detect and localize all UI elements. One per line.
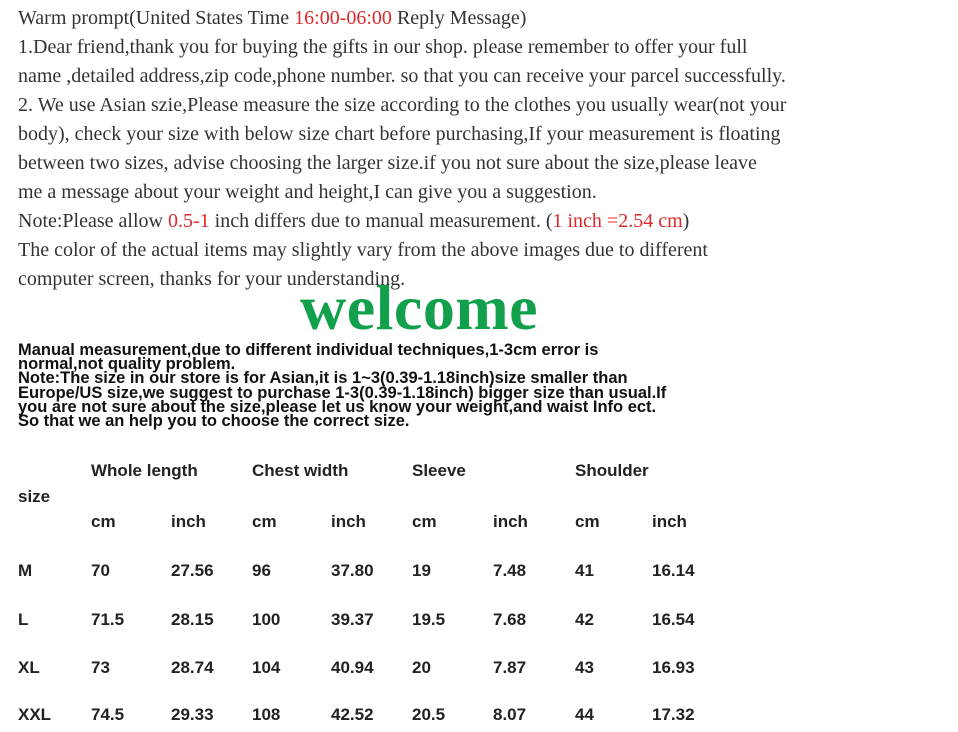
unit-header: inch [331, 512, 366, 531]
unit-header: cm [91, 512, 116, 531]
size-name-cell: XXL [18, 705, 52, 724]
unit-header: cm [575, 512, 600, 531]
table-cell: 73 [91, 658, 110, 677]
table-cell: 74.5 [91, 705, 125, 724]
table-cell: 16.14 [652, 561, 695, 580]
notes-line-9: The color of the actual items may slightly vary from the above images due to different [18, 239, 708, 261]
table-cell: 43 [575, 658, 594, 677]
notes-line-1 [18, 4, 948, 33]
table-cell: 108 [252, 705, 281, 724]
notes-line-8-pre: Note:Please allow [18, 210, 168, 232]
table-cell: 37.80 [331, 561, 374, 580]
table-cell: 20.5 [412, 705, 446, 724]
measurement-disclaimer: Manual measurement,due to different individual techniques,1-3cm error is normal,not quality problem. Note:The size in our store is for Asian,it is 1~3(0.39-1.18inch)size smaller than Europe/US size,we suggest to purchase 1-3(0.39-1.18inch) bigger size than usual.If you are not sure about the size,please let us know your weight,and waist Info ect. So that we an help you to choose the correct size. [18, 341, 667, 431]
measurement-tolerance: 0.5-1 [167, 210, 210, 232]
table-cell: 42 [575, 610, 594, 629]
notes-line-8 [18, 207, 948, 236]
table-cell: 16.54 [652, 610, 695, 629]
notes-line-8-mid: inch differs due to manual measurement. ( [209, 210, 553, 232]
table-cell: 7.48 [493, 561, 527, 580]
size-name-cell: XL [18, 658, 40, 677]
notes-line-4: 2. We use Asian szie,Please measure the size according to the clothes you usually wear(not your [18, 94, 787, 116]
size-name-cell: L [18, 610, 29, 629]
table-cell: 96 [252, 561, 271, 580]
table-cell: 71.5 [91, 610, 125, 629]
table-cell: 104 [252, 658, 281, 677]
table-cell: 7.87 [493, 658, 527, 677]
notes-line-6: between two sizes, advise choosing the larger size.if you not sure about the size,please leave [18, 152, 757, 174]
notes-line-3: name ,detailed address,zip code,phone number. so that you can receive your parcel successfully. [18, 65, 786, 87]
unit-header: inch [493, 512, 528, 531]
header-whole-length: Whole length [91, 461, 198, 480]
table-cell: 70 [91, 561, 110, 580]
size-name-cell: M [18, 561, 33, 580]
table-cell: 16.93 [652, 658, 695, 677]
table-cell: 41 [575, 561, 594, 580]
notes-line-1-post: Reply Message) [391, 7, 527, 29]
table-cell: 40.94 [331, 658, 374, 677]
notes-line-2: 1.Dear friend,thank you for buying the gifts in our shop. please remember to offer your full [18, 36, 748, 58]
table-cell: 19.5 [412, 610, 446, 629]
unit-header: cm [252, 512, 277, 531]
table-cell: 20 [412, 658, 431, 677]
notes-line-7: me a message about your weight and height,I can give you a suggestion. [18, 181, 597, 203]
table-cell: 100 [252, 610, 281, 629]
notes-line-8-post: ) [682, 210, 690, 232]
header-shoulder: Shoulder [575, 461, 649, 480]
table-cell: 28.74 [171, 658, 214, 677]
unit-header: inch [171, 512, 206, 531]
notes-line-1-pre: Warm prompt(United States Time [18, 7, 295, 29]
table-cell: 44 [575, 705, 594, 724]
reply-time-range: 16:00-06:00 [294, 7, 392, 29]
warm-prompt-notes [18, 4, 948, 294]
table-cell: 7.68 [493, 610, 527, 629]
table-cell: 8.07 [493, 705, 527, 724]
table-cell: 27.56 [171, 561, 214, 580]
welcome-heading: welcome [300, 272, 539, 343]
size-column-header: size [18, 487, 51, 506]
table-cell: 42.52 [331, 705, 374, 724]
header-sleeve: Sleeve [412, 461, 466, 480]
table-cell: 17.32 [652, 705, 695, 724]
table-cell: 29.33 [171, 705, 214, 724]
table-cell: 28.15 [171, 610, 214, 629]
table-cell: 39.37 [331, 610, 374, 629]
unit-header: cm [412, 512, 437, 531]
unit-header: inch [652, 512, 687, 531]
table-cell: 19 [412, 561, 431, 580]
inch-conversion: 1 inch =2.54 cm [552, 210, 683, 232]
header-chest-width: Chest width [252, 461, 349, 480]
notes-line-10: computer screen, thanks for your understanding. [18, 268, 406, 290]
notes-line-5: body), check your size with below size chart before purchasing,If your measurement is floating [18, 123, 781, 145]
